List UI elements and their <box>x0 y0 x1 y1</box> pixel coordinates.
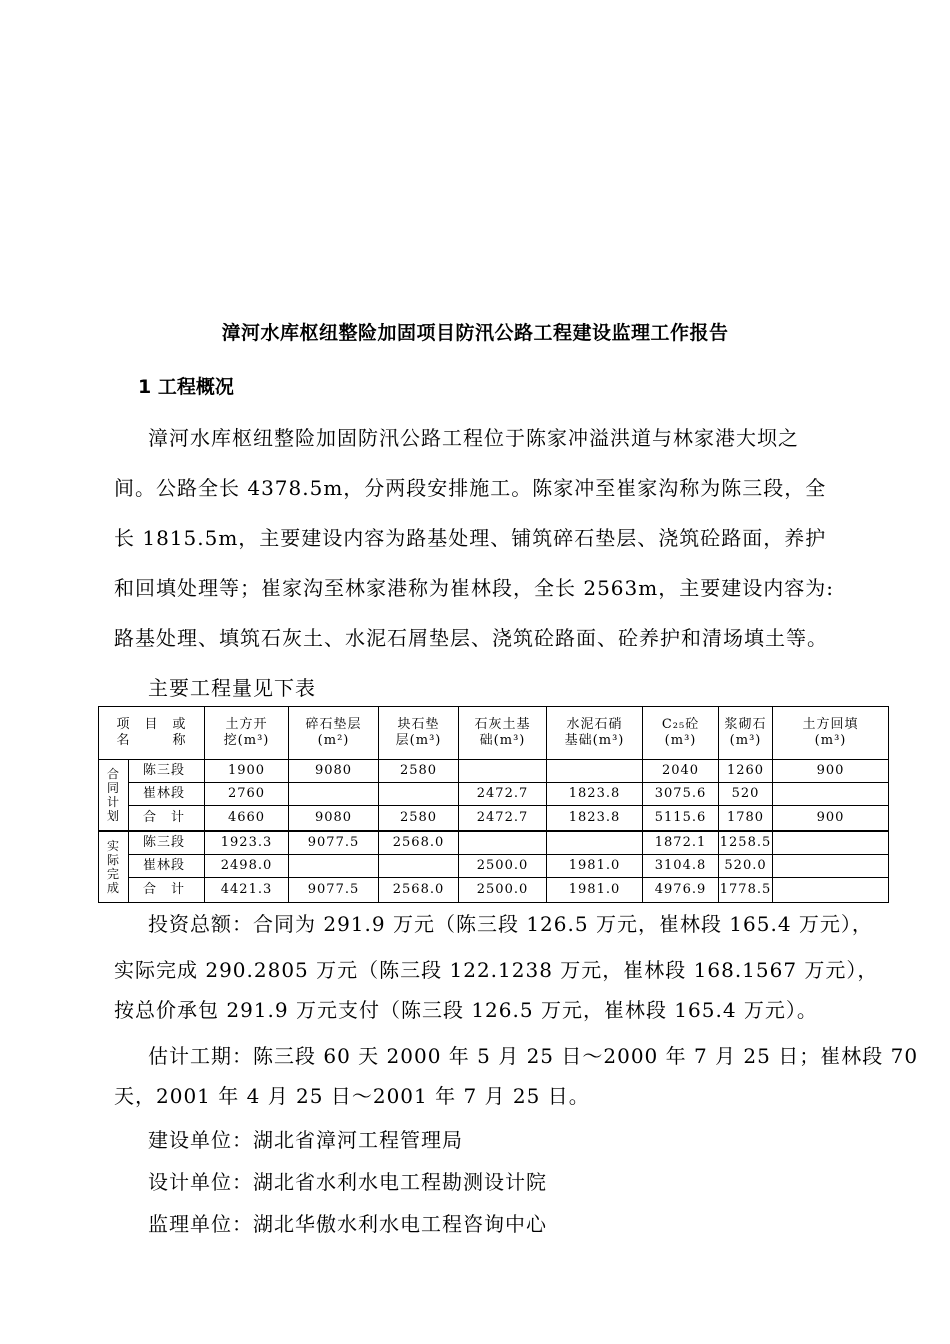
table-cell: 5115.6 <box>643 806 719 832</box>
table-cell: 1981.0 <box>547 878 643 903</box>
table-cell: 1823.8 <box>547 806 643 832</box>
paragraph-line: 间。公路全长 4378.5m，分两段安排施工。陈家冲至崔家沟称为陈三段，全 <box>114 476 827 500</box>
table-cell: 2760 <box>205 783 289 806</box>
table-row-subtotal <box>99 878 889 903</box>
group-label-actual: 实 际 完 成 <box>99 831 129 903</box>
table-cell <box>773 855 889 878</box>
paragraph-line: 漳河水库枢纽整险加固防汛公路工程位于陈家冲溢洪道与林家港大坝之 <box>148 426 799 450</box>
construction-unit: 建设单位：湖北省漳河工程管理局 <box>148 1128 463 1152</box>
quantity-table <box>98 706 889 903</box>
header-lime-soil-base: 石灰土基 础(m³) <box>459 707 547 760</box>
table-cell: 2568.0 <box>379 878 459 903</box>
table-cell <box>773 783 889 806</box>
row-name: 陈三段 <box>129 831 205 855</box>
table-cell: 9077.5 <box>289 831 379 855</box>
schedule-line: 天，2001 年 4 月 25 日～2001 年 7 月 25 日。 <box>114 1084 590 1108</box>
table-cell <box>459 760 547 783</box>
table-cell: 4976.9 <box>643 878 719 903</box>
header-gravel-cushion: 碎石垫层 (m²) <box>289 707 379 760</box>
table-cell: 9080 <box>289 760 379 783</box>
table-cell: 2580 <box>379 760 459 783</box>
table-cell: 2040 <box>643 760 719 783</box>
document-title: 漳河水库枢纽整险加固项目防汛公路工程建设监理工作报告 <box>221 322 729 344</box>
header-block-stone-cushion: 块石垫 层(m³) <box>379 707 459 760</box>
table-cell <box>547 831 643 855</box>
row-name: 崔林段 <box>129 783 205 806</box>
table-cell: 1260 <box>719 760 773 783</box>
table-cell <box>547 760 643 783</box>
table-intro: 主要工程量见下表 <box>148 676 316 700</box>
table-cell: 2498.0 <box>205 855 289 878</box>
paragraph-line: 路基处理、填筑石灰土、水泥石屑垫层、浇筑砼路面、砼养护和清场填土等。 <box>114 626 828 650</box>
paragraph-line: 长 1815.5m，主要建设内容为路基处理、铺筑碎石垫层、浇筑砼路面，养护 <box>114 526 827 550</box>
table-cell: 9080 <box>289 806 379 832</box>
row-name: 合 计 <box>129 806 205 832</box>
row-name: 崔林段 <box>129 855 205 878</box>
table-cell: 4421.3 <box>205 878 289 903</box>
row-name: 陈三段 <box>129 760 205 783</box>
table-cell: 1872.1 <box>643 831 719 855</box>
table-header-row <box>99 707 889 760</box>
table-cell <box>379 855 459 878</box>
table-row <box>99 760 889 783</box>
header-item-name: 项 目 或 名 称 <box>99 707 205 760</box>
header-c25-concrete: C₂₅砼 (m³) <box>643 707 719 760</box>
section-heading: 1 工程概况 <box>138 376 234 398</box>
header-cement-chip-base: 水泥石硝 基础(m³) <box>547 707 643 760</box>
table-row <box>99 783 889 806</box>
table-cell <box>773 831 889 855</box>
table-cell <box>379 783 459 806</box>
table-cell <box>773 878 889 903</box>
table-cell: 2568.0 <box>379 831 459 855</box>
investment-line: 投资总额：合同为 291.9 万元（陈三段 126.5 万元，崔林段 165.4 万元）， <box>148 912 873 936</box>
table-cell: 2472.7 <box>459 783 547 806</box>
table-cell: 520 <box>719 783 773 806</box>
table-cell: 3104.8 <box>643 855 719 878</box>
supervision-unit: 监理单位：湖北华傲水利水电工程咨询中心 <box>148 1212 547 1236</box>
header-mortar-masonry: 浆砌石 (m³) <box>719 707 773 760</box>
table-cell: 1258.5 <box>719 831 773 855</box>
design-unit: 设计单位：湖北省水利水电工程勘测设计院 <box>148 1170 547 1194</box>
table-cell: 2500.0 <box>459 855 547 878</box>
header-earth-backfill: 土方回填 (m³) <box>773 707 889 760</box>
table-cell: 900 <box>773 806 889 832</box>
table-cell: 1823.8 <box>547 783 643 806</box>
table-cell: 520.0 <box>719 855 773 878</box>
investment-line: 按总价承包 291.9 万元支付（陈三段 126.5 万元，崔林段 165.4 万元）。 <box>114 998 818 1022</box>
table-row <box>99 831 889 855</box>
table-row <box>99 855 889 878</box>
group-label-contract: 合 同 计 划 <box>99 760 129 832</box>
investment-line: 实际完成 290.2805 万元（陈三段 122.1238 万元，崔林段 168.1567 万元）， <box>114 958 879 982</box>
row-name: 合 计 <box>129 878 205 903</box>
table-cell: 2472.7 <box>459 806 547 832</box>
table-cell: 1778.5 <box>719 878 773 903</box>
table-cell: 3075.6 <box>643 783 719 806</box>
table-cell: 2580 <box>379 806 459 832</box>
table-cell <box>459 831 547 855</box>
paragraph-line: 和回填处理等；崔家沟至林家港称为崔林段，全长 2563m，主要建设内容为: <box>114 576 834 600</box>
table-cell: 1780 <box>719 806 773 832</box>
table-cell: 1923.3 <box>205 831 289 855</box>
table-cell: 2500.0 <box>459 878 547 903</box>
quantity-table-container <box>98 706 888 903</box>
table-cell <box>289 783 379 806</box>
table-row-subtotal <box>99 806 889 832</box>
table-cell: 9077.5 <box>289 878 379 903</box>
table-cell: 1900 <box>205 760 289 783</box>
table-cell <box>289 855 379 878</box>
table-cell: 4660 <box>205 806 289 832</box>
schedule-line: 估计工期：陈三段 60 天 2000 年 5 月 25 日～2000 年 7 月 25 日；崔林段 70 <box>148 1044 919 1068</box>
table-cell: 900 <box>773 760 889 783</box>
header-earth-excavation: 土方开 挖(m³) <box>205 707 289 760</box>
table-cell: 1981.0 <box>547 855 643 878</box>
